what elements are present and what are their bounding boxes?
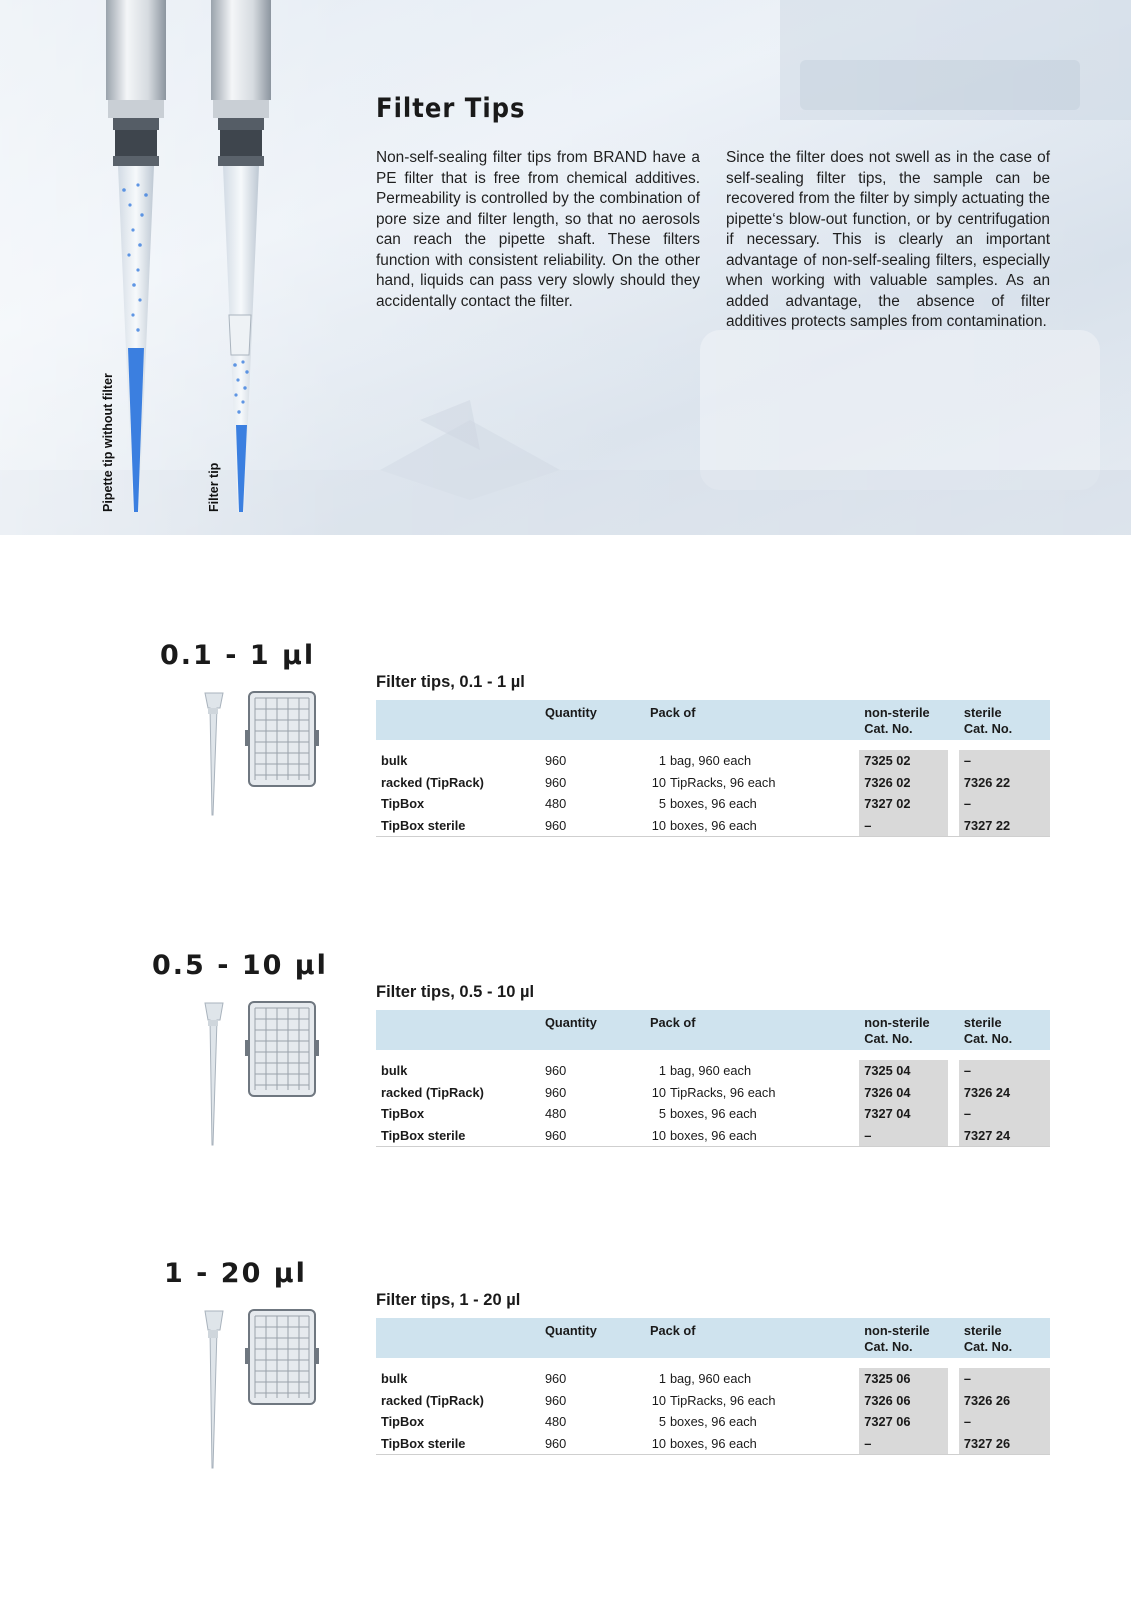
pack-count: 10 <box>651 817 666 833</box>
cell-pack-of <box>645 1433 859 1456</box>
cell-quantity: 960 <box>544 774 567 790</box>
intro-paragraph-left: Non-self-sealing filter tips from BRAND have a PE filter that is free from chemical additives. Permeability is controlled by the combination of pore size and filter length, so that no aerosols can reach the pipette shaft. These filters function with consistent reliability. On the other hand, liquids can pass very slowly should they accidentally contact the filter. <box>376 149 700 310</box>
header-sterile <box>959 1318 1050 1358</box>
tip-and-rack-image <box>195 1000 325 1160</box>
cell-pack-of <box>645 1082 859 1104</box>
tip-rack-image <box>245 1002 319 1096</box>
pack-text: bag, 960 each <box>669 1063 752 1078</box>
pack-text: bag, 960 each <box>669 753 752 768</box>
header-spacer <box>948 1318 959 1358</box>
header-nonsterile-line1: non-sterile <box>864 705 930 720</box>
product-section-0-1-1ul <box>0 640 1131 880</box>
cell-nonsterile-cat-no: 7327 02 <box>859 793 948 815</box>
table-title: Filter tips, 0.5 - 10 µl <box>376 983 535 1001</box>
header-nonsterile-line2: Cat. No. <box>864 1031 913 1046</box>
page-title: Filter Tips <box>376 93 526 124</box>
cell-sterile-cat-no: 7327 26 <box>959 1433 1050 1456</box>
cell-sterile-cat-no: 7327 24 <box>959 1125 1050 1148</box>
tip-rack-image <box>245 1310 319 1404</box>
cell-item: TipBox <box>381 1106 425 1121</box>
cell-item: bulk <box>381 1063 408 1078</box>
cell-sterile-cat-no: 7326 26 <box>959 1390 1050 1412</box>
pack-text: boxes, 96 each <box>669 817 757 833</box>
cell-quantity: 960 <box>540 1125 645 1148</box>
cell-quantity: 960 <box>540 815 645 838</box>
header-spacer <box>948 1010 959 1050</box>
pack-count: 1 <box>658 1371 666 1386</box>
header-pack-of: Pack of <box>645 700 859 740</box>
pack-count: 1 <box>658 753 666 768</box>
cell-item: TipBox sterile <box>376 1125 540 1148</box>
cell-quantity: 960 <box>544 1084 567 1100</box>
header-nonsterile-line2: Cat. No. <box>864 1339 913 1354</box>
cell-pack-of <box>645 1390 859 1412</box>
header-sterile-line2: Cat. No. <box>963 1031 1013 1046</box>
cell-sterile-cat-no: 7327 22 <box>959 815 1050 838</box>
tip-and-rack-image <box>195 690 325 830</box>
cell-sterile-cat-no: 7326 22 <box>959 772 1050 794</box>
header-nonsterile-line1: non-sterile <box>864 1323 930 1338</box>
cell-sterile-cat-no: – <box>959 750 1050 772</box>
header-pack-of: Pack of <box>645 1010 859 1050</box>
cell-nonsterile-cat-no: 7325 06 <box>859 1368 948 1390</box>
tip-and-rack-image <box>195 1308 325 1483</box>
cell-nonsterile-cat-no: – <box>859 1433 948 1456</box>
cell-pack-of <box>645 1368 859 1390</box>
pack-text: bag, 960 each <box>669 1371 752 1386</box>
hero-banner <box>0 0 1131 535</box>
header-nonsterile <box>859 700 948 740</box>
product-table <box>376 700 1050 837</box>
size-range-label: 0.5 - 10 µl <box>152 950 328 981</box>
filter-tip-image <box>205 1003 223 1145</box>
header-nonsterile <box>859 1010 948 1050</box>
cell-item: TipBox sterile <box>376 815 540 838</box>
cell-sterile-cat-no: – <box>959 1411 1050 1433</box>
pack-text: boxes, 96 each <box>669 1435 757 1451</box>
cell-quantity: 480 <box>544 1106 567 1121</box>
header-sterile-line2: Cat. No. <box>963 1339 1013 1354</box>
cell-quantity: 960 <box>544 753 567 768</box>
product-section-1-20ul <box>0 1258 1131 1498</box>
pack-count: 5 <box>658 796 666 811</box>
pack-count: 10 <box>651 1435 666 1451</box>
filter-tip-image <box>205 1311 223 1468</box>
cell-nonsterile-cat-no: 7326 06 <box>859 1390 948 1412</box>
cell-quantity: 480 <box>544 796 567 811</box>
pack-count: 5 <box>658 1106 666 1121</box>
table-row <box>376 793 1050 815</box>
table-row <box>376 1368 1050 1390</box>
cell-item: TipBox <box>381 1414 425 1429</box>
header-item <box>376 1318 540 1358</box>
cell-item: racked (TipRack) <box>381 1084 484 1100</box>
table-header <box>376 1318 1050 1358</box>
cell-nonsterile-cat-no: 7325 04 <box>859 1060 948 1082</box>
table-row <box>376 1433 1050 1456</box>
cell-nonsterile-cat-no: – <box>859 815 948 838</box>
table-header <box>376 700 1050 740</box>
table-row <box>376 815 1050 838</box>
header-quantity: Quantity <box>540 700 645 740</box>
cell-pack-of <box>645 815 859 838</box>
pack-count: 10 <box>651 774 666 790</box>
table-row <box>376 1411 1050 1433</box>
header-sterile-line1: sterile <box>963 1015 1002 1030</box>
cell-sterile-cat-no: – <box>959 1103 1050 1125</box>
table-row <box>376 772 1050 794</box>
table-row <box>376 1060 1050 1082</box>
header-sterile-line1: sterile <box>963 1323 1002 1338</box>
header-item <box>376 1010 540 1050</box>
header-sterile <box>959 1010 1050 1050</box>
cell-pack-of <box>645 750 859 772</box>
table-row <box>376 1125 1050 1148</box>
header-pack-of: Pack of <box>645 1318 859 1358</box>
table-title: Filter tips, 1 - 20 µl <box>376 1291 521 1309</box>
pack-text: TipRacks, 96 each <box>669 774 776 790</box>
cell-item: racked (TipRack) <box>381 774 484 790</box>
cell-nonsterile-cat-no: 7326 04 <box>859 1082 948 1104</box>
cell-quantity: 480 <box>544 1414 567 1429</box>
cell-quantity: 960 <box>544 1371 567 1386</box>
cell-pack-of <box>645 1103 859 1125</box>
cell-quantity: 960 <box>540 1433 645 1456</box>
header-quantity: Quantity <box>540 1010 645 1050</box>
label-filter-tip: Filter tip <box>207 462 221 512</box>
cell-pack-of <box>645 1060 859 1082</box>
cell-pack-of <box>645 1411 859 1433</box>
pack-count: 5 <box>658 1414 666 1429</box>
cell-item: racked (TipRack) <box>381 1392 484 1408</box>
cell-sterile-cat-no: 7326 24 <box>959 1082 1050 1104</box>
cell-item: bulk <box>381 1371 408 1386</box>
cell-sterile-cat-no: – <box>959 793 1050 815</box>
header-sterile-line1: sterile <box>963 705 1002 720</box>
size-range-label: 0.1 - 1 µl <box>160 640 316 671</box>
header-sterile <box>959 700 1050 740</box>
pack-count: 10 <box>651 1084 666 1100</box>
table-row <box>376 1103 1050 1125</box>
filter-tip-pipette-illustration <box>205 0 285 520</box>
tip-rack-image <box>245 692 319 786</box>
pack-text: boxes, 96 each <box>669 1106 757 1121</box>
header-nonsterile-line1: non-sterile <box>864 1015 930 1030</box>
product-table <box>376 1010 1050 1147</box>
cell-nonsterile-cat-no: – <box>859 1125 948 1148</box>
cell-sterile-cat-no: – <box>959 1060 1050 1082</box>
cell-item: TipBox sterile <box>376 1433 540 1456</box>
cell-item: bulk <box>381 753 408 768</box>
pack-text: boxes, 96 each <box>669 1127 757 1143</box>
header-quantity: Quantity <box>540 1318 645 1358</box>
table-row <box>376 1390 1050 1412</box>
filter-tip-image <box>205 693 223 815</box>
pack-text: boxes, 96 each <box>669 796 757 811</box>
table-header <box>376 1010 1050 1050</box>
pack-text: boxes, 96 each <box>669 1414 757 1429</box>
cell-nonsterile-cat-no: 7327 06 <box>859 1411 948 1433</box>
header-spacer <box>948 700 959 740</box>
cell-nonsterile-cat-no: 7325 02 <box>859 750 948 772</box>
cell-quantity: 960 <box>544 1392 567 1408</box>
product-table <box>376 1318 1050 1455</box>
cell-item: TipBox <box>381 796 425 811</box>
pack-text: TipRacks, 96 each <box>669 1084 776 1100</box>
label-tip-without-filter: Pipette tip without filter <box>101 373 115 512</box>
cell-nonsterile-cat-no: 7327 04 <box>859 1103 948 1125</box>
table-title: Filter tips, 0.1 - 1 µl <box>376 673 525 691</box>
size-range-label: 1 - 20 µl <box>164 1258 307 1289</box>
header-item <box>376 700 540 740</box>
header-nonsterile <box>859 1318 948 1358</box>
pack-count: 1 <box>658 1063 666 1078</box>
cell-pack-of <box>645 793 859 815</box>
cell-pack-of <box>645 772 859 794</box>
intro-paragraph-right: Since the filter does not swell as in the case of self-sealing filter tips, the sample can be recovered from the filter by simply actuating the pipette‘s blow-out function, or by centrifugation if necessary. This is clearly an important advantage of non-self-sealing filters, especially when working with valuable samples. As an added advantage, the absence of filter additives protects samples from contamination. <box>726 149 1050 330</box>
product-section-0-5-10ul <box>0 950 1131 1190</box>
cell-pack-of <box>645 1125 859 1148</box>
header-sterile-line2: Cat. No. <box>963 721 1013 736</box>
table-row <box>376 750 1050 772</box>
table-row <box>376 1082 1050 1104</box>
pack-count: 10 <box>651 1127 666 1143</box>
pack-count: 10 <box>651 1392 666 1408</box>
cell-quantity: 960 <box>544 1063 567 1078</box>
cell-sterile-cat-no: – <box>959 1368 1050 1390</box>
header-nonsterile-line2: Cat. No. <box>864 721 913 736</box>
pack-text: TipRacks, 96 each <box>669 1392 776 1408</box>
cell-nonsterile-cat-no: 7326 02 <box>859 772 948 794</box>
